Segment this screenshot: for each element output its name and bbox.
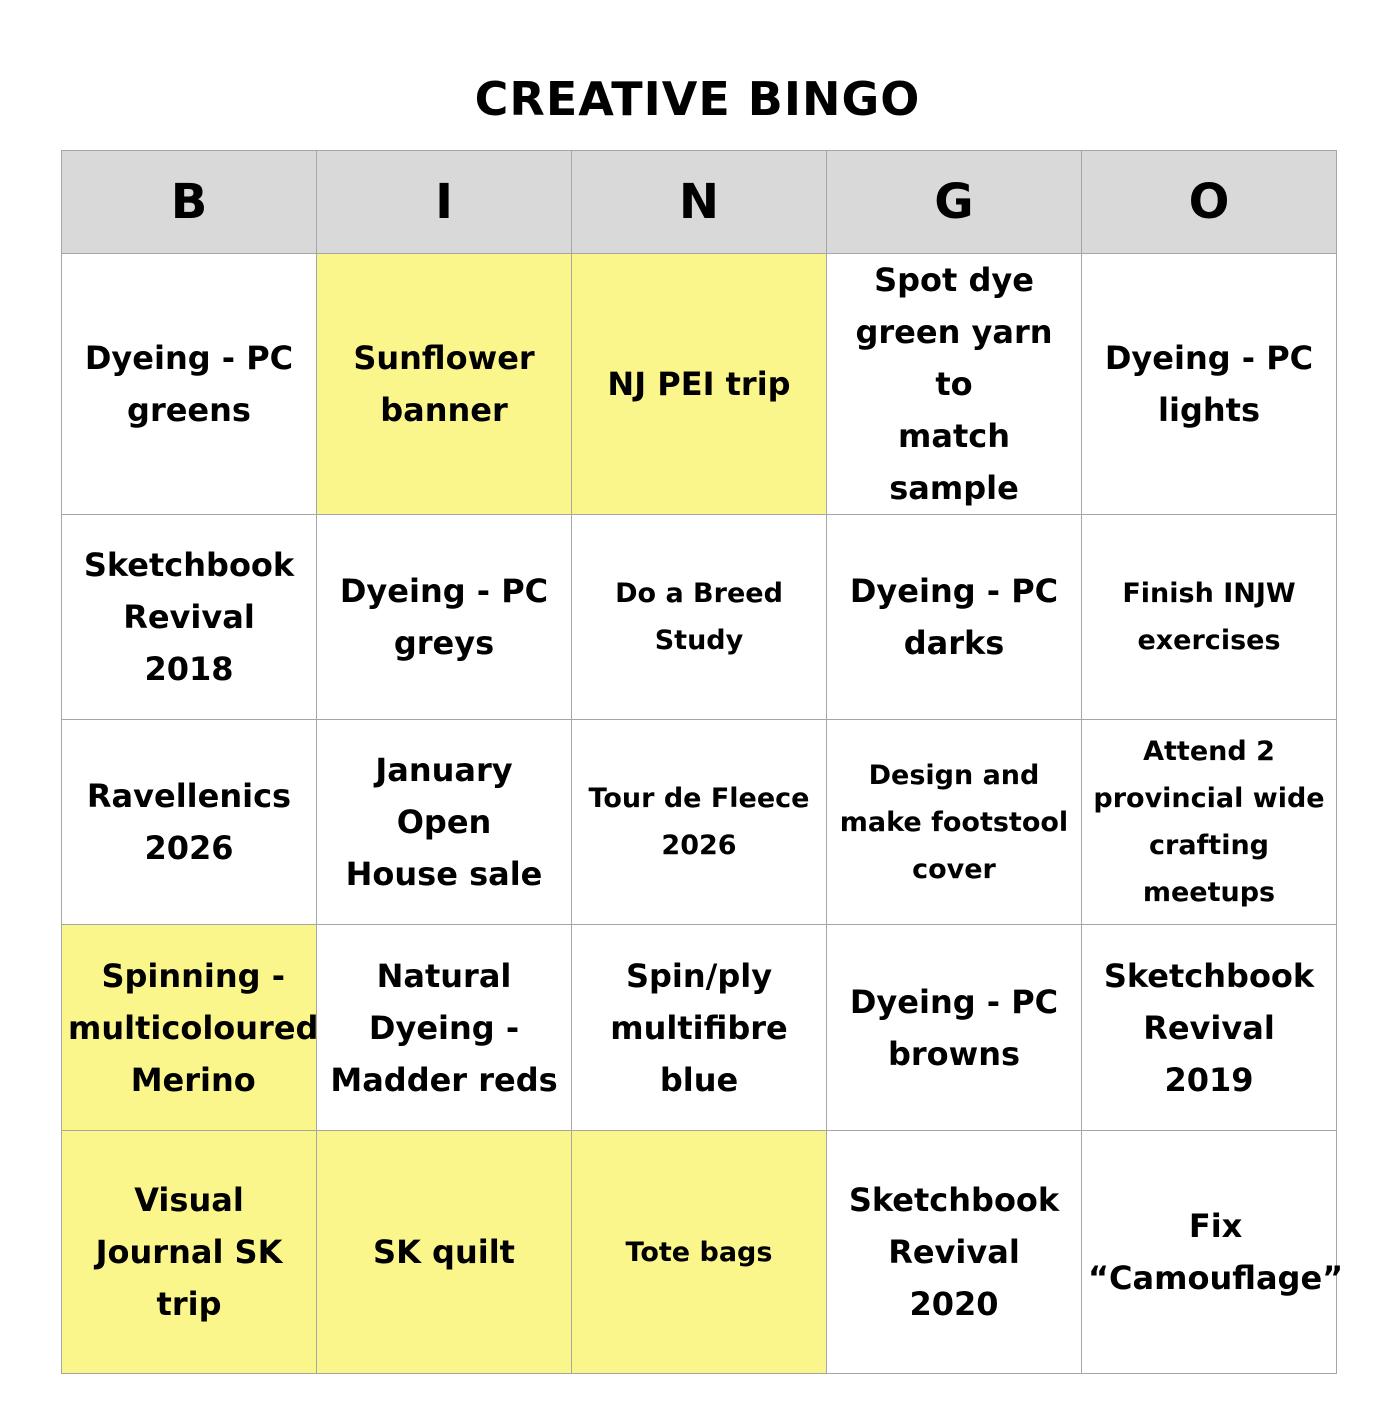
bingo-cell [1082,1131,1344,1374]
bingo-cell-text: Natural Dyeing - Madder reds [330,956,558,1099]
bingo-cell [827,925,1082,1131]
bingo-cell [827,515,1082,720]
bingo-cell-text: Dyeing - PC greys [339,572,549,662]
bingo-cell [1082,515,1337,720]
bingo-cell-text: Tote bags [625,1236,773,1268]
column-header-g: G [827,151,1082,254]
bingo-cell [62,925,317,1131]
bingo-cell-text: Spinning - multicoloured Merino [68,956,319,1099]
bingo-cell-text: Tour de Fleece 2026 [588,783,810,861]
bingo-card [61,150,1344,1374]
bingo-cell [572,254,827,515]
bingo-cell [827,254,1082,515]
column-header-b: B [62,151,317,254]
bingo-cell-text: Sketchbook Revival 2018 [83,546,295,688]
bingo-cell [827,1131,1082,1374]
bingo-cell-text: Sketchbook Revival 2019 [1103,956,1315,1099]
bingo-cell-text: Do a Breed Study [615,578,783,656]
header-row [62,151,1337,254]
bingo-cell-text: Sketchbook Revival 2020 [848,1181,1060,1323]
bingo-row [62,1131,1337,1374]
bingo-cell [62,254,317,515]
column-header-n: N [572,151,827,254]
bingo-cell [1082,254,1337,515]
bingo-cell [572,720,827,925]
bingo-cell-text: NJ PEI trip [607,365,791,403]
bingo-cell [317,720,572,925]
bingo-cell-text: Dyeing - PC browns [849,982,1059,1073]
bingo-cell-text: Spin/ply multifibre blue [610,956,788,1099]
bingo-cell [572,1131,827,1374]
bingo-row [62,254,1337,515]
bingo-cell [62,720,317,925]
bingo-cell-text: Dyeing - PC lights [1104,339,1314,429]
bingo-cell [62,1131,317,1374]
bingo-cell-text: Finish INJW exercises [1122,578,1296,656]
column-header-i: I [317,151,572,254]
bingo-cell [62,515,317,720]
bingo-cell-text: Sunflower banner [353,339,535,429]
bingo-cell [572,925,827,1131]
bingo-row [62,925,1337,1131]
bingo-cell-text: Attend 2 provincial wide crafting meetups [1093,736,1325,908]
bingo-cell [317,515,572,720]
bingo-cell [317,254,572,515]
bingo-cell-text: Spot dye green yarn to match sample [855,261,1053,507]
bingo-cell-text: January Open House sale [345,751,543,893]
bingo-cell-text: Visual Journal SK trip [95,1181,283,1323]
bingo-cell-text: Design and make footstool cover [839,759,1069,885]
bingo-row [62,720,1337,925]
bingo-cell-text: Fix “Camouflage” [1088,1207,1344,1297]
bingo-cell [572,515,827,720]
bingo-cell [317,1131,572,1374]
page-title: CREATIVE BINGO [474,72,921,126]
bingo-cell-text: Dyeing - PC darks [849,572,1059,662]
bingo-cell-text: SK quilt [373,1233,515,1271]
bingo-cell [317,925,572,1131]
bingo-cell [1082,720,1337,925]
column-header-o: O [1082,151,1337,254]
bingo-cell [1082,925,1337,1131]
bingo-row [62,515,1337,720]
bingo-cell [827,720,1082,925]
bingo-cell-text: Ravellenics 2026 [86,777,292,867]
bingo-cell-text: Dyeing - PC greens [84,339,294,429]
